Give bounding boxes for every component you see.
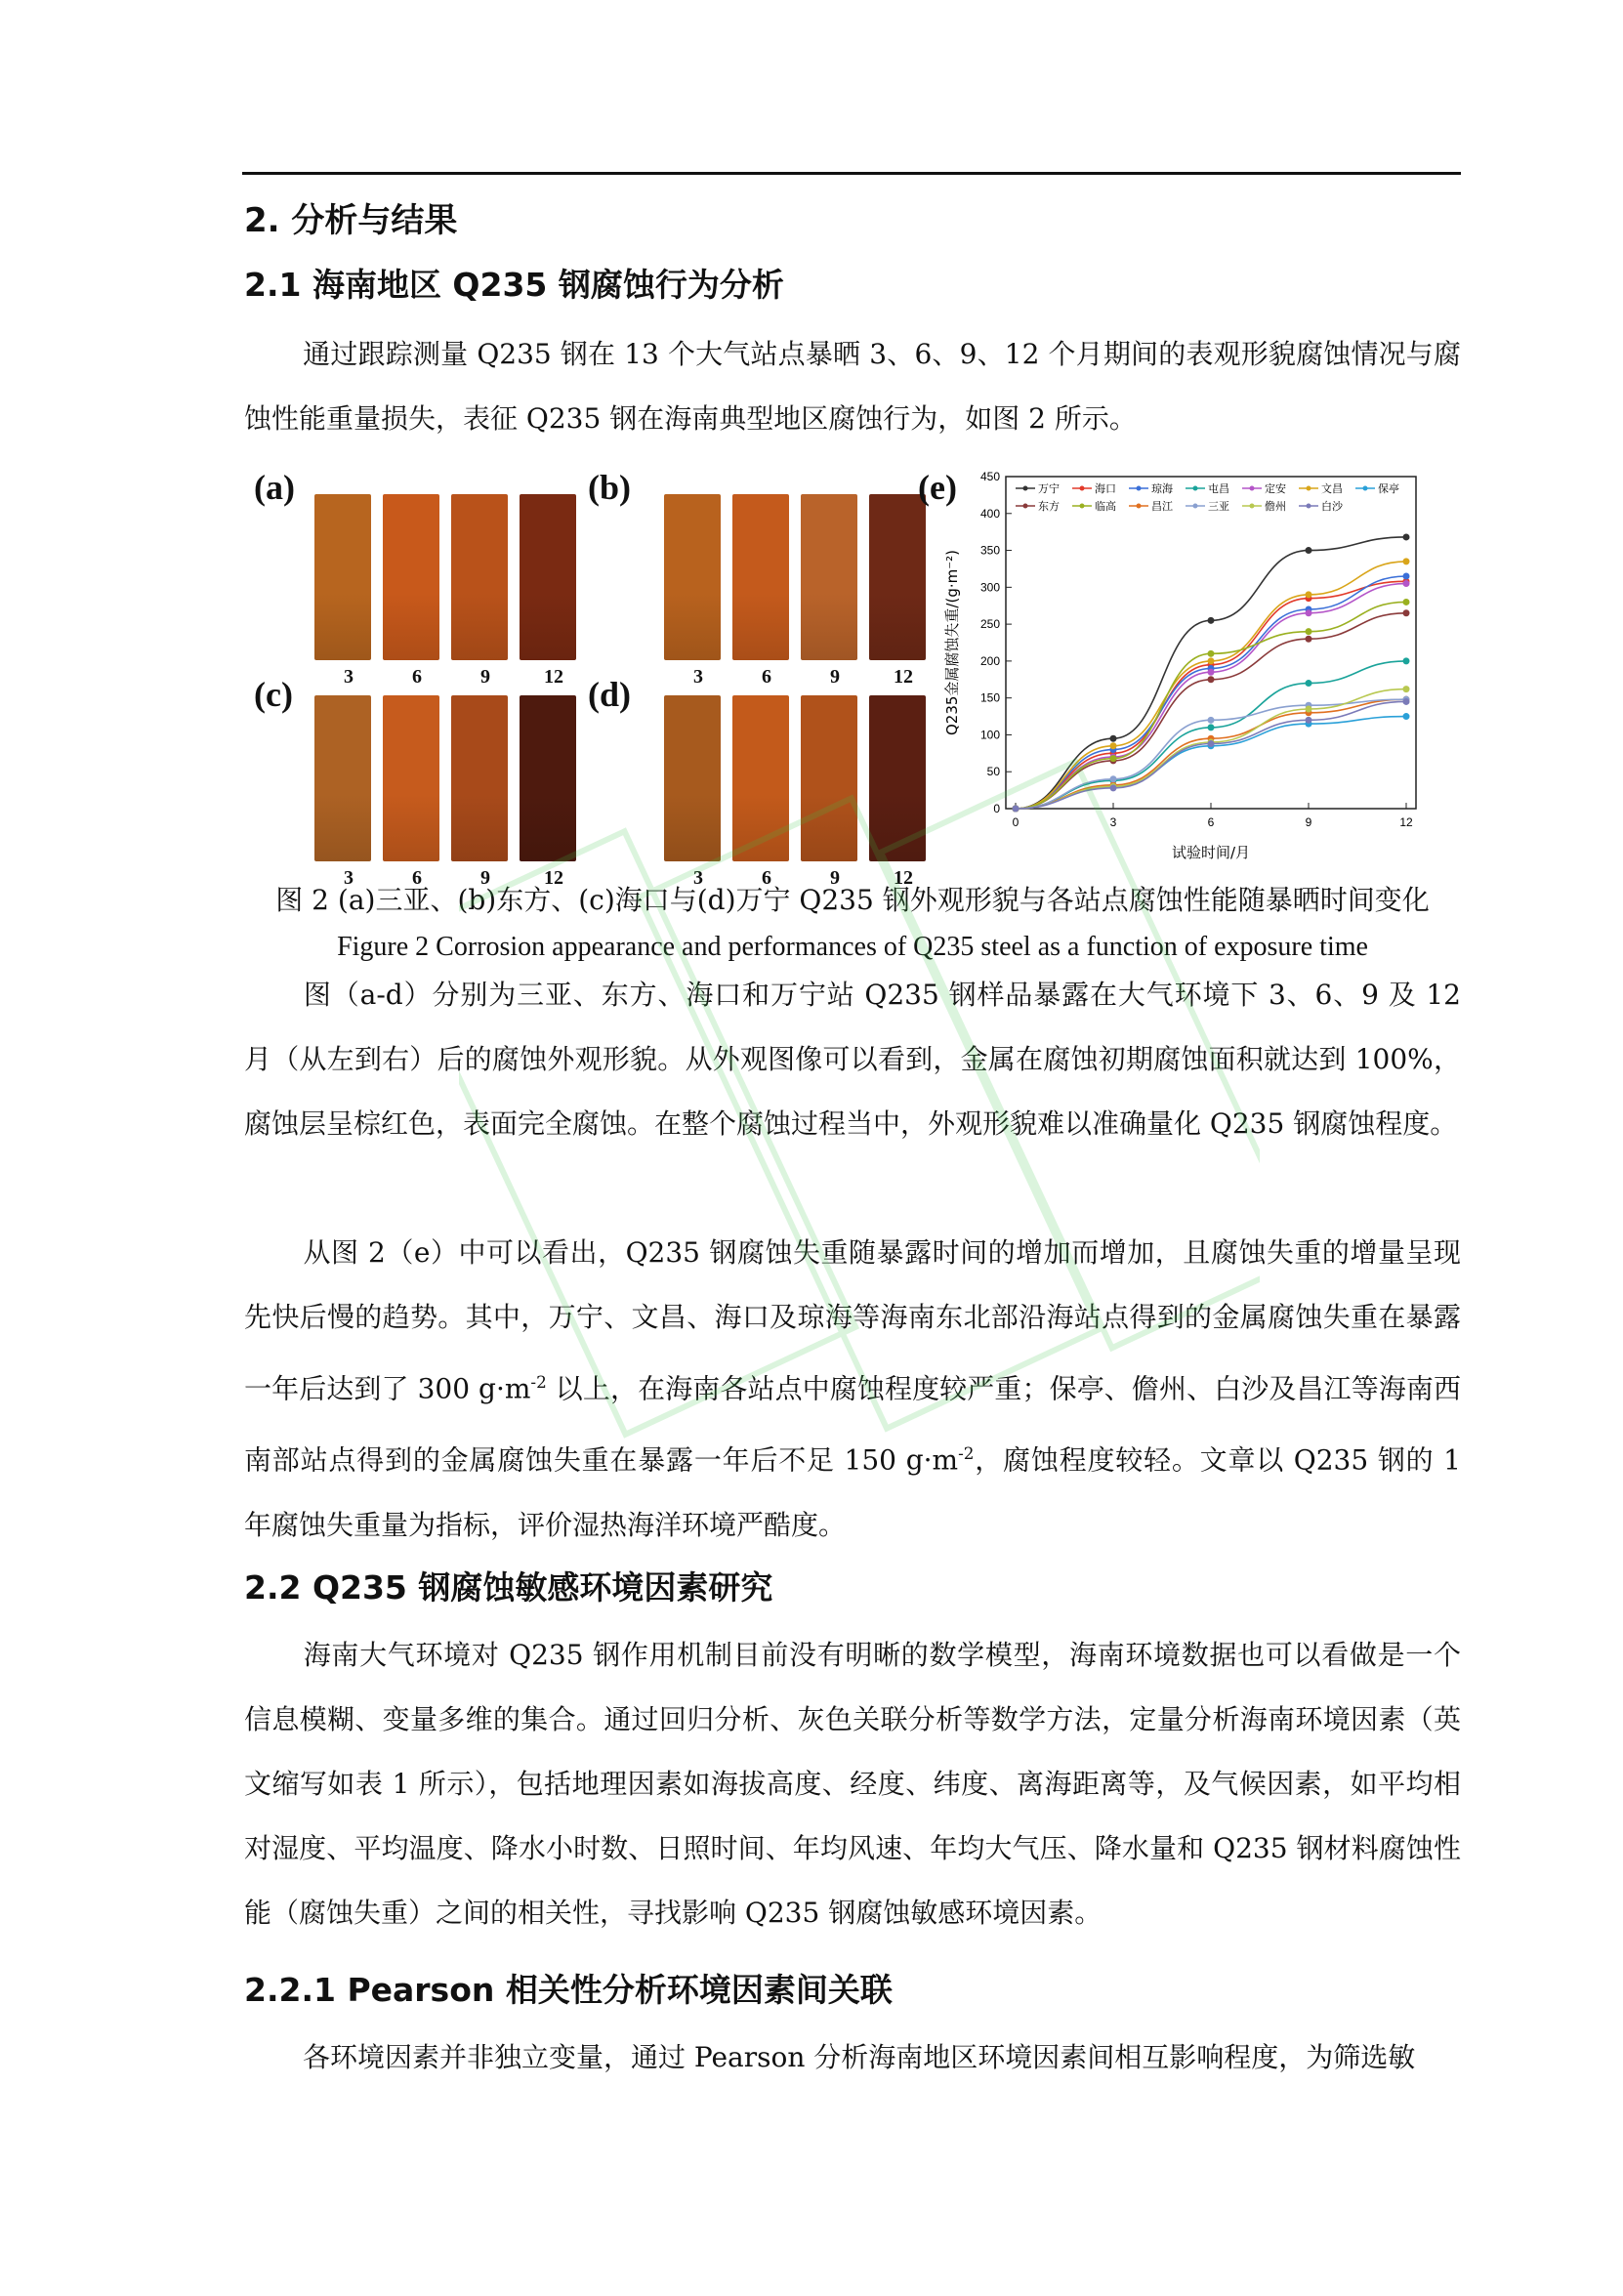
time-label: 12 bbox=[894, 666, 913, 688]
data-point bbox=[1403, 609, 1410, 616]
x-tick-label: 0 bbox=[1012, 815, 1020, 829]
legend-marker bbox=[1307, 486, 1311, 491]
x-tick-label: 12 bbox=[1399, 815, 1413, 829]
panel-label-b: (b) bbox=[588, 468, 631, 507]
sample-row-b bbox=[664, 494, 926, 660]
sample-row-c bbox=[314, 695, 576, 861]
data-point bbox=[1110, 775, 1117, 782]
steel-sample-3-month bbox=[664, 695, 721, 861]
y-tick-label: 100 bbox=[979, 728, 1000, 742]
data-point bbox=[1306, 706, 1312, 713]
legend-entry: 三亚 bbox=[1208, 500, 1229, 513]
panel-label-d: (d) bbox=[588, 675, 631, 714]
steel-sample-6-month bbox=[383, 695, 439, 861]
paragraph-3-part-c: ，腐蚀程度较轻。文章以 Q235 钢的 1 年腐蚀失重量为指标，评价湿热海洋环境严酷度。 bbox=[244, 1443, 1461, 1541]
legend-marker bbox=[1250, 504, 1255, 509]
time-label: 12 bbox=[544, 867, 563, 889]
data-point bbox=[1403, 713, 1410, 720]
y-tick-label: 400 bbox=[979, 506, 1000, 521]
superscript-2: -2 bbox=[958, 1443, 975, 1464]
data-point bbox=[1403, 533, 1410, 540]
paragraph-5-text: 各环境因素并非独立变量，通过 Pearson 分析海南地区环境因素间相互影响程度，为筛选敏 bbox=[303, 2041, 1416, 2073]
data-point bbox=[1110, 755, 1117, 762]
time-label: 3 bbox=[693, 867, 703, 889]
y-tick-label: 450 bbox=[979, 470, 1000, 483]
figure-caption-cn: 图 2 (a)三亚、(b)东方、(c)海口与(d)万宁 Q235 钢外观形貌与各站点腐蚀性能随暴晒时间变化 bbox=[275, 884, 1430, 916]
legend-entry: 定安 bbox=[1265, 482, 1286, 495]
sample-row-a bbox=[314, 494, 576, 660]
paragraph-5 bbox=[244, 2025, 1461, 2090]
steel-sample-6-month bbox=[383, 494, 439, 660]
legend-entry: 万宁 bbox=[1038, 482, 1060, 495]
data-point bbox=[1208, 724, 1215, 731]
series-line bbox=[1016, 602, 1406, 809]
time-label: 9 bbox=[830, 666, 840, 688]
panel-label-e: (e) bbox=[918, 468, 957, 507]
legend-marker bbox=[1137, 486, 1142, 491]
y-tick-label: 0 bbox=[993, 802, 1000, 815]
legend-entry: 琼海 bbox=[1151, 482, 1173, 495]
paragraph-1-text: 通过跟踪测量 Q235 钢在 13 个大气站点暴晒 3、6、9、12 个月期间的表观形貌腐蚀情况与腐蚀性能重量损失，表征 Q235 钢在海南典型地区腐蚀行为，如图 2 所示。 bbox=[244, 338, 1461, 435]
data-point bbox=[1403, 698, 1410, 705]
paragraph-2 bbox=[244, 963, 1461, 1156]
data-point bbox=[1403, 558, 1410, 564]
data-point bbox=[1403, 573, 1410, 580]
data-point bbox=[1208, 617, 1215, 624]
steel-sample-6-month bbox=[732, 494, 789, 660]
data-point bbox=[1306, 680, 1312, 687]
legend-marker bbox=[1193, 504, 1198, 509]
sample-row-d bbox=[664, 695, 926, 861]
y-tick-label: 350 bbox=[979, 543, 1000, 558]
steel-sample-12-month bbox=[869, 695, 926, 861]
legend-marker bbox=[1080, 504, 1085, 509]
data-point bbox=[1110, 784, 1117, 791]
paragraph-3 bbox=[244, 1221, 1461, 1558]
legend-marker bbox=[1023, 504, 1028, 509]
time-label: 9 bbox=[480, 867, 490, 889]
paragraph-1 bbox=[244, 322, 1461, 451]
data-point bbox=[1306, 609, 1312, 616]
legend-entry: 白沙 bbox=[1321, 500, 1343, 513]
paragraph-3-part-b: 以上，在海南各站点中腐蚀程度较严重；保亭、儋州、白沙及昌江等海南西南部站点得到的金属腐蚀失重在暴露一年后不足 150 g·m bbox=[244, 1372, 1461, 1477]
time-label: 9 bbox=[480, 666, 490, 688]
y-tick-label: 50 bbox=[986, 765, 1000, 779]
time-label: 3 bbox=[344, 666, 354, 688]
section-heading-2: 2. 分析与结果 bbox=[244, 201, 458, 240]
time-label: 12 bbox=[544, 666, 563, 688]
paragraph-4 bbox=[244, 1623, 1461, 1945]
time-label: 6 bbox=[762, 867, 771, 889]
y-axis-label: Q235金属腐蚀失重/(g·m⁻²) bbox=[943, 549, 961, 736]
steel-sample-9-month bbox=[451, 695, 508, 861]
time-label: 3 bbox=[344, 867, 354, 889]
steel-sample-3-month bbox=[314, 695, 371, 861]
steel-sample-12-month bbox=[520, 695, 576, 861]
data-point bbox=[1208, 676, 1215, 683]
series-line bbox=[1016, 661, 1406, 809]
section-heading-2-2-1: 2.2.1 Pearson 相关性分析环境因素间关联 bbox=[244, 1971, 893, 2009]
steel-sample-6-month bbox=[732, 695, 789, 861]
steel-sample-9-month bbox=[801, 494, 857, 660]
legend-marker bbox=[1023, 486, 1028, 491]
superscript-1: -2 bbox=[530, 1372, 547, 1392]
y-tick-label: 200 bbox=[979, 653, 1000, 668]
steel-sample-3-month bbox=[664, 494, 721, 660]
panel-label-c: (c) bbox=[254, 675, 293, 714]
steel-sample-12-month bbox=[869, 494, 926, 660]
figure-2 bbox=[244, 467, 1461, 889]
data-point bbox=[1208, 717, 1215, 724]
x-axis-label: 试验时间/月 bbox=[1171, 844, 1251, 861]
legend-entry: 保亭 bbox=[1378, 482, 1399, 495]
data-point bbox=[1110, 742, 1117, 749]
legend-entry: 东方 bbox=[1038, 500, 1060, 513]
time-label: 6 bbox=[412, 867, 422, 889]
series-line bbox=[1016, 699, 1406, 809]
data-point bbox=[1403, 599, 1410, 605]
data-point bbox=[1306, 628, 1312, 635]
legend-entry: 儋州 bbox=[1265, 500, 1286, 513]
data-point bbox=[1306, 547, 1312, 554]
sample-time-labels bbox=[664, 666, 937, 689]
time-label: 6 bbox=[762, 666, 771, 688]
y-tick-label: 300 bbox=[979, 580, 1000, 595]
legend-entry: 昌江 bbox=[1151, 500, 1173, 513]
paragraph-2-text: 图（a-d）分别为三亚、东方、海口和万宁站 Q235 钢样品暴露在大气环境下 3、6、9 及 12 月（从左到右）后的腐蚀外观形貌。从外观图像可以看到，金属在腐蚀初期腐蚀面积就达到 100%，腐蚀层呈棕红色，表面完全腐蚀。在整个腐蚀过程当中，外观形貌难以准确量化 Q235 钢腐蚀程度。 bbox=[244, 979, 1461, 1140]
time-label: 6 bbox=[412, 666, 422, 688]
data-point bbox=[1306, 636, 1312, 643]
legend-entry: 海口 bbox=[1095, 482, 1116, 495]
data-point bbox=[1306, 717, 1312, 724]
time-label: 3 bbox=[693, 666, 703, 688]
data-point bbox=[1306, 591, 1312, 598]
x-tick-label: 6 bbox=[1207, 815, 1215, 829]
steel-sample-9-month bbox=[801, 695, 857, 861]
data-point bbox=[1208, 650, 1215, 657]
legend-entry: 文昌 bbox=[1321, 482, 1343, 495]
plot-frame bbox=[1006, 477, 1416, 809]
weight-loss-chart bbox=[928, 467, 1436, 877]
steel-sample-3-month bbox=[314, 494, 371, 660]
paragraph-4-text: 海南大气环境对 Q235 钢作用机制目前没有明晰的数学模型，海南环境数据也可以看做是一个信息模糊、变量多维的集合。通过回归分析、灰色关联分析等数学方法，定量分析海南环境因素（英文缩写如表 1 所示），包括地理因素如海拔高度、经度、纬度、离海距离等，及气候因素，如平均相对湿度、平均温度、降水小时数、日照时间、年均风速、年均大气压、降水量和 Q235 钢材料腐蚀性能（腐蚀失重）之间的相关性，寻找影响 Q235 钢腐蚀敏感环境因素。 bbox=[244, 1639, 1461, 1929]
time-label: 9 bbox=[830, 867, 840, 889]
data-point bbox=[1208, 669, 1215, 676]
section-heading-2-2: 2.2 Q235 钢腐蚀敏感环境因素研究 bbox=[244, 1568, 773, 1607]
legend-marker bbox=[1137, 504, 1142, 509]
data-point bbox=[1208, 740, 1215, 747]
data-point bbox=[1403, 580, 1410, 587]
data-point bbox=[1403, 657, 1410, 664]
series-line bbox=[1016, 613, 1406, 809]
legend-marker bbox=[1193, 486, 1198, 491]
y-tick-label: 150 bbox=[979, 690, 1000, 705]
paragraph-3-part-a: 从图 2（e）中可以看出，Q235 钢腐蚀失重随暴露时间的增加而增加，且腐蚀失重的增量呈现先快后慢的趋势。其中，万宁、文昌、海口及琼海等海南东北部沿海站点得到的金属腐蚀失重在暴露一年后达到了 300 g·m bbox=[244, 1236, 1461, 1405]
data-point bbox=[1403, 686, 1410, 692]
header-rule bbox=[242, 172, 1461, 175]
legend-marker bbox=[1080, 486, 1085, 491]
legend-marker bbox=[1250, 486, 1255, 491]
steel-sample-12-month bbox=[520, 494, 576, 660]
time-label: 12 bbox=[894, 867, 913, 889]
legend-marker bbox=[1307, 504, 1311, 509]
section-heading-2-1: 2.1 海南地区 Q235 钢腐蚀行为分析 bbox=[244, 266, 784, 304]
legend-entry: 屯昌 bbox=[1208, 482, 1229, 495]
legend-entry: 临高 bbox=[1095, 500, 1116, 513]
data-point bbox=[1110, 735, 1117, 742]
y-tick-label: 250 bbox=[979, 617, 1000, 632]
data-point bbox=[1013, 806, 1020, 813]
legend-marker bbox=[1363, 486, 1368, 491]
panel-label-a: (a) bbox=[254, 468, 295, 507]
figure-caption-en: Figure 2 Corrosion appearance and performances of Q235 steel as a function of exposure time bbox=[337, 932, 1368, 962]
x-tick-label: 3 bbox=[1109, 815, 1117, 829]
sample-time-labels bbox=[314, 666, 588, 689]
steel-sample-9-month bbox=[451, 494, 508, 660]
data-point bbox=[1208, 657, 1215, 664]
x-tick-label: 9 bbox=[1305, 815, 1312, 829]
